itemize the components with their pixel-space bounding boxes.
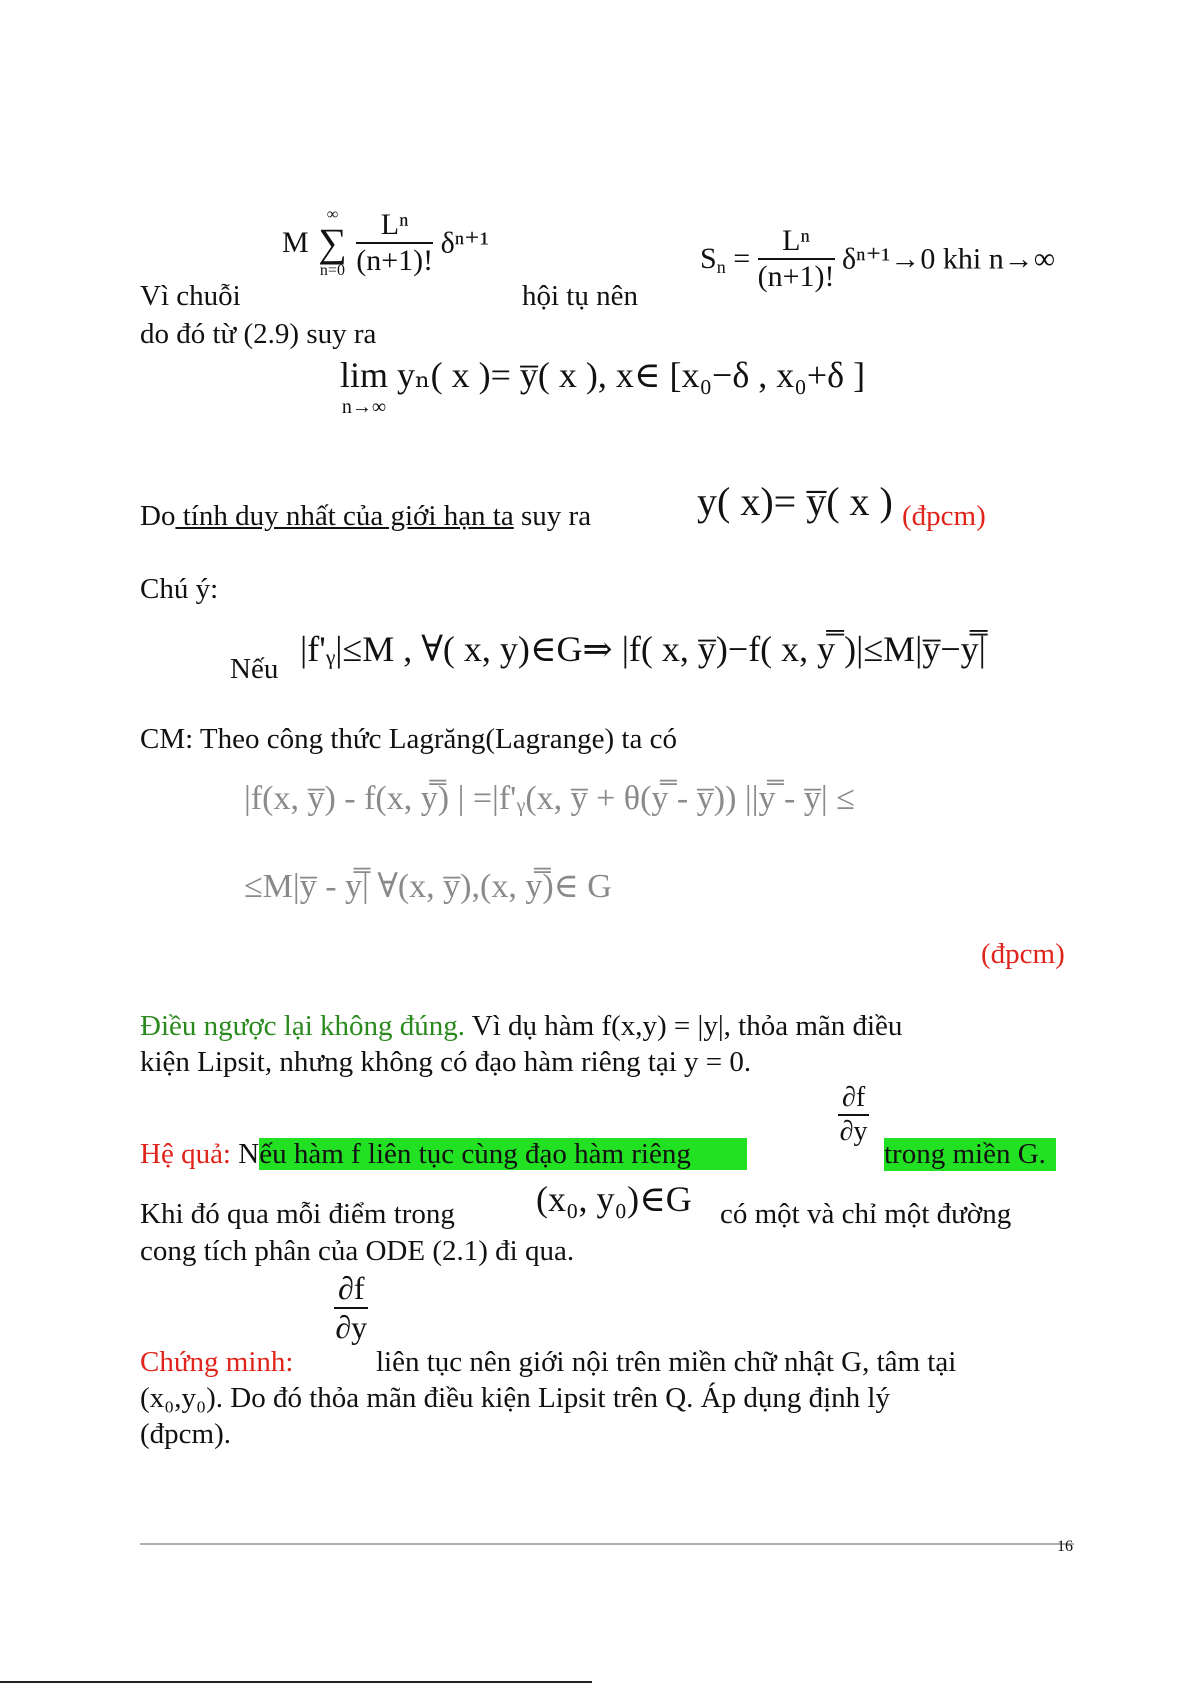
uniqueness-suffix: suy ra <box>513 500 592 532</box>
proof2-label: Chứng minh: <box>140 1346 294 1378</box>
corollary-fraction <box>838 1082 869 1148</box>
note-label: Chú ý: <box>140 573 219 605</box>
sum-symbol: ∑ <box>318 220 347 265</box>
s-fraction <box>758 224 835 294</box>
s-formula <box>700 224 1055 294</box>
s-eq: = <box>733 242 751 275</box>
uniqueness-underlined: tính duy nhất của giới hạn ta <box>175 500 514 532</box>
note-if-word: Nếu <box>230 653 279 685</box>
lim-block <box>340 354 388 419</box>
proof2-partial <box>334 1270 368 1346</box>
series-mid: hội tụ nên <box>522 280 638 312</box>
corollary-line3: cong tích phân của ODE (2.1) đi qua. <box>140 1235 575 1267</box>
uniqueness-line <box>140 500 591 533</box>
lagrange-intro: CM: Theo công thức Lagrăng(Lagrange) ta có <box>140 723 677 755</box>
s-sub: n <box>716 256 726 277</box>
converse-line2: kiện Lipsit, nhưng không có đạo hàm riêng tại y = 0. <box>140 1046 752 1078</box>
lim-word: lim <box>340 355 389 395</box>
proof2-fraction <box>334 1270 368 1346</box>
lagrange-line2: ≤M|y̅ - y̿| ∀(x, y̅),(x, y̿)∈ G <box>244 868 612 905</box>
series-fraction-denominator: (n+1)! <box>356 244 434 277</box>
converse-rest: Vì dụ hàm f(x,y) = |y|, thỏa mãn điều <box>465 1010 903 1042</box>
corollary-line1 <box>140 1138 747 1171</box>
uniqueness-qed: (đpcm) <box>902 500 986 532</box>
corollary-label: Hệ quả: <box>140 1138 239 1170</box>
converse-green: Điều ngược lại không đúng. <box>140 1010 466 1042</box>
series-line2: do đó từ (2.9) suy ra <box>140 318 377 350</box>
sum-constant: M <box>282 226 309 259</box>
series-delta-power: δⁿ⁺¹ <box>440 226 490 260</box>
corollary-point: (x₀, y₀)∈G <box>536 1179 692 1219</box>
bottom-rule <box>0 1681 592 1683</box>
s-lhs: S <box>700 242 717 275</box>
limit-formula <box>340 354 865 419</box>
series-sum <box>282 206 489 280</box>
proof2-rest1: liên tục nên giới nội trên miền chữ nhật G, tâm tại <box>376 1346 957 1378</box>
s-fraction-numerator: Lⁿ <box>758 224 835 260</box>
corollary-line2-a: Khi đó qua mỗi điểm trong <box>140 1198 455 1230</box>
sum-sign <box>318 206 347 280</box>
uniqueness-prefix: Do <box>140 500 176 532</box>
s-tail: δⁿ⁺¹→0 khi n→∞ <box>842 242 1056 276</box>
corollary-first-letter: N <box>238 1138 260 1170</box>
proof2-line3: (đpcm). <box>140 1418 231 1450</box>
sum-upper-limit: ∞ <box>326 206 339 223</box>
lagrange-line1: |f(x, y̅) - f(x, y̿) | =|f'ᵧ(x, y̅ + θ(y̿ - y̅)) ||y̿ - y̅| ≤ <box>244 780 855 817</box>
s-fraction-denominator: (n+1)! <box>757 260 835 293</box>
lim-expression: yₙ( x )= y̅( x ), x∈ [x₀−δ , x₀+δ ] <box>397 355 866 395</box>
converse-line1 <box>140 1010 902 1043</box>
series-lead: Vì chuỗi <box>140 280 241 312</box>
sum-lower-limit: n=0 <box>319 262 345 279</box>
lagrange-qed: (đpcm) <box>981 938 1065 970</box>
corollary-line2-b: có một và chỉ một đường <box>720 1198 1012 1230</box>
corollary-highlight1: ếu hàm f liên tục cùng đạo hàm riêng <box>259 1138 747 1170</box>
corollary-frac-den: ∂y <box>839 1116 868 1147</box>
series-fraction <box>356 208 433 278</box>
page-number: 16 <box>1057 1538 1073 1555</box>
footer-rule <box>140 1543 1074 1545</box>
series-fraction-numerator: Lⁿ <box>356 208 433 244</box>
lim-subscript: n→∞ <box>341 396 387 418</box>
proof2-frac-num: ∂f <box>334 1270 368 1309</box>
corollary-frac-num: ∂f <box>838 1082 869 1116</box>
corollary-partial <box>838 1082 869 1148</box>
proof2-frac-den: ∂y <box>335 1309 368 1345</box>
note-formula: |f'ᵧ|≤M , ∀( x, y)∈G⇒ |f( x, y̅)−f( x, y̿ )|≤M|y̅−y̿| <box>300 629 986 669</box>
proof2-line2: (x₀,y₀). Do đó thỏa mãn điều kiện Lipsit trên Q. Áp dụng định lý <box>140 1382 890 1414</box>
corollary-highlight2: trong miền G. <box>884 1138 1056 1171</box>
uniqueness-formula: y( x)= y̅( x ) <box>697 479 893 524</box>
